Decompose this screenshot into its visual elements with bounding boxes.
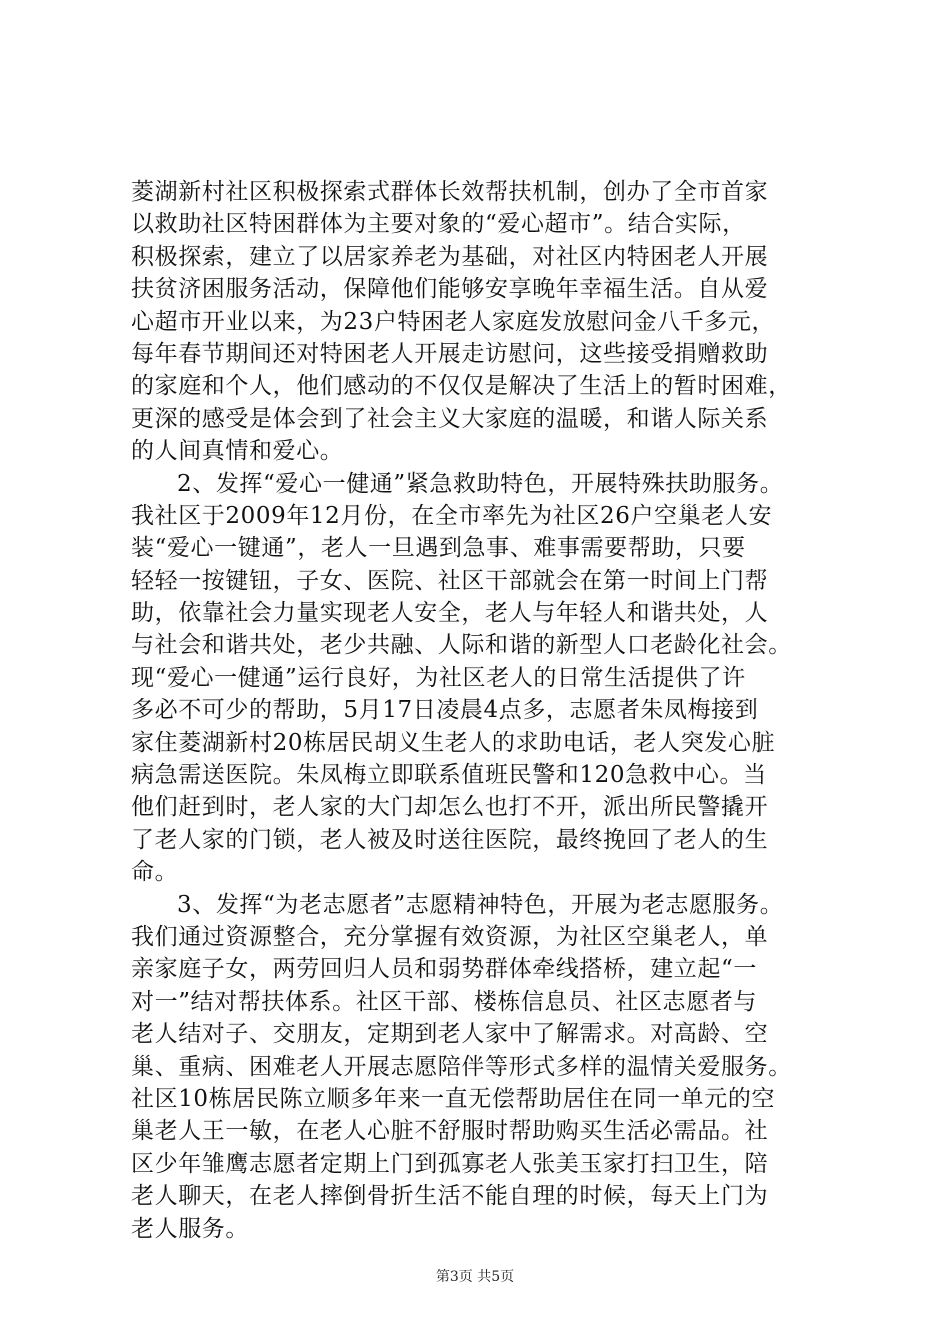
text-line: 心超市开业以来，为23户特困老人家庭发放慰问金八千多元， bbox=[131, 308, 776, 335]
text-line: 每年春节期间还对特困老人开展走访慰问，这些接受捐赠救助 bbox=[131, 340, 769, 367]
text-line: 社区10栋居民陈立顺多年来一直无偿帮助居住在同一单元的空 bbox=[131, 1085, 776, 1112]
text-line: 以救助社区特困群体为主要对象的“爱心超市”。结合实际， bbox=[131, 211, 746, 238]
text-line: 的人间真情和爱心。 bbox=[131, 438, 344, 465]
text-line: 现“爱心一健通”运行良好，为社区老人的日常生活提供了许 bbox=[131, 664, 746, 691]
text-line: 积极探索，建立了以居家养老为基础，对社区内特困老人开展 bbox=[131, 243, 769, 270]
text-line: 菱湖新村社区积极探索式群体长效帮扶机制，创办了全市首家 bbox=[131, 179, 769, 205]
text-line: 他们赶到时，老人家的大门却怎么也打不开，派出所民警撬开 bbox=[131, 794, 769, 821]
text-line: 装“爱心一键通”，老人一旦遇到急事、难事需要帮助，只要 bbox=[131, 535, 746, 562]
text-line: 多必不可少的帮助，5月17日凌晨4点多，志愿者朱凤梅接到 bbox=[131, 697, 759, 724]
text-line: 与社会和谐共处，老少共融、人际和谐的新型人口老龄化社会。 bbox=[131, 632, 792, 659]
text-line: 亲家庭子女，两劳回归人员和弱势群体牵线搭桥，建立起“一 bbox=[131, 956, 757, 983]
text-line: 3、发挥“为老志愿者”志愿精神特色，开展为老志愿服务。 bbox=[177, 891, 784, 918]
text-line: 老人结对子、交朋友，定期到老人家中了解需求。对高龄、空 bbox=[131, 1021, 769, 1048]
text-line: 对一”结对帮扶体系。社区干部、楼栋信息员、社区志愿者与 bbox=[131, 988, 757, 1015]
text-line: 病急需送医院。朱凤梅立即联系值班民警和120急救中心。当 bbox=[131, 762, 767, 789]
page-number-footer: 第3页 共5页 bbox=[435, 1269, 515, 1285]
paragraph-1 bbox=[131, 176, 851, 468]
paragraph-3 bbox=[131, 889, 851, 1245]
text-line: 助，依靠社会力量实现老人安全，老人与年轻人和谐共处，人 bbox=[131, 600, 769, 627]
text-line: 老人服务。 bbox=[131, 1215, 249, 1242]
text-line: 轻轻一按键钮，子女、医院、社区干部就会在第一时间上门帮 bbox=[131, 567, 769, 594]
text-line: 巢老人王一敏，在老人心脏不舒服时帮助购买生活必需品。社 bbox=[131, 1118, 769, 1145]
text-line: 家住菱湖新村20栋居民胡义生老人的求助电话，老人突发心脏 bbox=[131, 729, 776, 756]
text-line: 我社区于2009年12月份，在全市率先为社区26户空巢老人安 bbox=[131, 502, 773, 529]
text-line: 命。 bbox=[131, 859, 179, 886]
paragraph-2 bbox=[131, 468, 851, 889]
text-line: 区少年雏鹰志愿者定期上门到孤寡老人张美玉家打扫卫生，陪 bbox=[131, 1150, 769, 1177]
text-line: 2、发挥“爱心一健通”紧急救助特色，开展特殊扶助服务。 bbox=[177, 470, 784, 497]
text-line: 更深的感受是体会到了社会主义大家庭的温暖，和谐人际关系 bbox=[131, 405, 769, 432]
text-line: 我们通过资源整合，充分掌握有效资源，为社区空巢老人，单 bbox=[131, 923, 769, 950]
text-line: 的家庭和个人，他们感动的不仅仅是解决了生活上的暂时困难， bbox=[131, 373, 792, 400]
text-line: 老人聊天，在老人摔倒骨折生活不能自理的时候，每天上门为 bbox=[131, 1183, 769, 1210]
text-line: 了老人家的门锁，老人被及时送往医院，最终挽回了老人的生 bbox=[131, 826, 769, 853]
document-body bbox=[131, 176, 851, 1245]
text-line: 巢、重病、困难老人开展志愿陪伴等形式多样的温情关爱服务。 bbox=[131, 1053, 792, 1080]
text-line: 扶贫济困服务活动，保障他们能够安享晚年幸福生活。自从爱 bbox=[131, 276, 769, 303]
